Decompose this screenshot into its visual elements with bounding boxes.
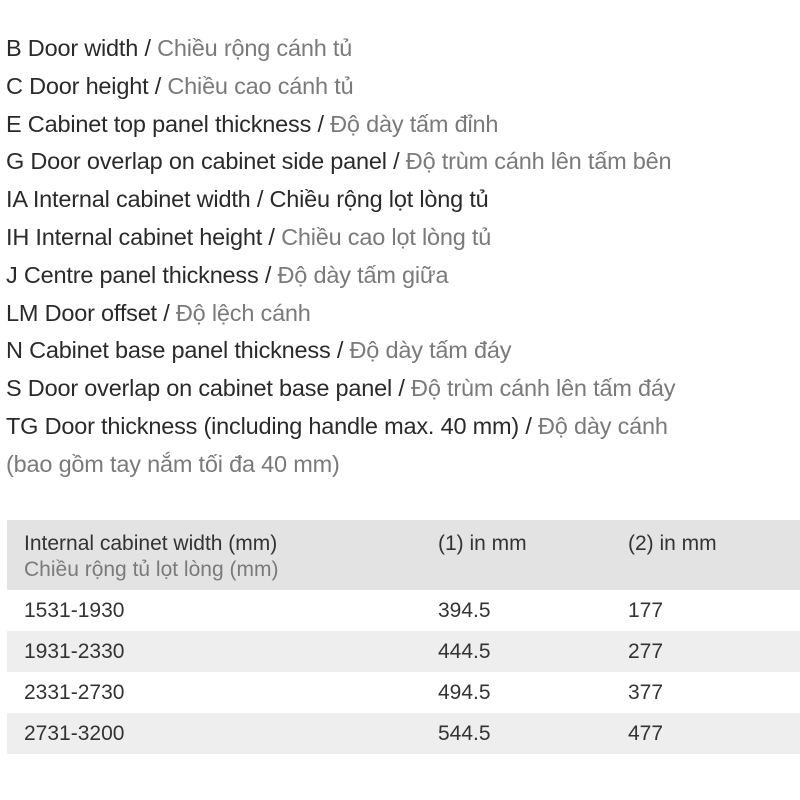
cell-value-2: 477 bbox=[628, 721, 664, 745]
table-row bbox=[7, 590, 800, 631]
legend-item-g: G Door overlap on cabinet side panel / Độ trùm cánh lên tấm bên bbox=[6, 148, 672, 175]
cabinet-width-table bbox=[7, 520, 800, 754]
table-row bbox=[7, 672, 800, 713]
legend-item-tg-continuation: (bao gồm tay nắm tối đa 40 mm) bbox=[6, 450, 340, 477]
cell-value-2: 177 bbox=[628, 598, 664, 622]
legend-item-lm: LM Door offset / Độ lệch cánh bbox=[6, 299, 311, 326]
legend-item-j: J Centre panel thickness / Độ dày tấm giữa bbox=[6, 261, 449, 288]
legend-item-tg: TG Door thickness (including handle max. 40 mm) / Độ dày cánh bbox=[6, 412, 668, 439]
cell-value-1: 444.5 bbox=[438, 639, 491, 663]
header-internal-width-en: Internal cabinet width (mm) bbox=[24, 532, 278, 555]
legend-item-e: E Cabinet top panel thickness / Độ dày tấm đỉnh bbox=[6, 110, 499, 137]
legend-item-s: S Door overlap on cabinet base panel / Độ trùm cánh lên tấm đáy bbox=[6, 375, 676, 402]
header-internal-width bbox=[7, 531, 412, 583]
legend-item-b: B Door width / Chiều rộng cánh tủ bbox=[6, 35, 353, 61]
legend-item-n: N Cabinet base panel thickness / Độ dày tấm đáy bbox=[6, 337, 512, 364]
cell-width: 1931-2330 bbox=[24, 639, 125, 663]
dimension-legend bbox=[6, 30, 796, 484]
header-col-1: (1) in mm bbox=[438, 532, 527, 555]
cell-value-1: 494.5 bbox=[438, 680, 491, 704]
table-row bbox=[7, 713, 800, 754]
cell-value-2: 377 bbox=[628, 680, 664, 704]
cell-value-2: 277 bbox=[628, 639, 664, 663]
cell-width: 2331-2730 bbox=[24, 680, 125, 704]
table-row bbox=[7, 631, 800, 672]
header-col-2: (2) in mm bbox=[628, 532, 717, 555]
legend-item-ih: IH Internal cabinet height / Chiều cao lọt lòng tủ bbox=[6, 223, 492, 250]
cell-value-1: 544.5 bbox=[438, 721, 491, 745]
cell-width: 2731-3200 bbox=[24, 721, 125, 745]
legend-item-ia: IA Internal cabinet width / Chiều rộng lọt lòng tủ bbox=[6, 186, 489, 213]
table-header-row bbox=[7, 520, 800, 590]
header-internal-width-vi: Chiều rộng tủ lọt lòng (mm) bbox=[24, 558, 279, 581]
legend-item-c: C Door height / Chiều cao cánh tủ bbox=[6, 72, 354, 99]
cell-value-1: 394.5 bbox=[438, 598, 491, 622]
cell-width: 1531-1930 bbox=[24, 598, 125, 622]
